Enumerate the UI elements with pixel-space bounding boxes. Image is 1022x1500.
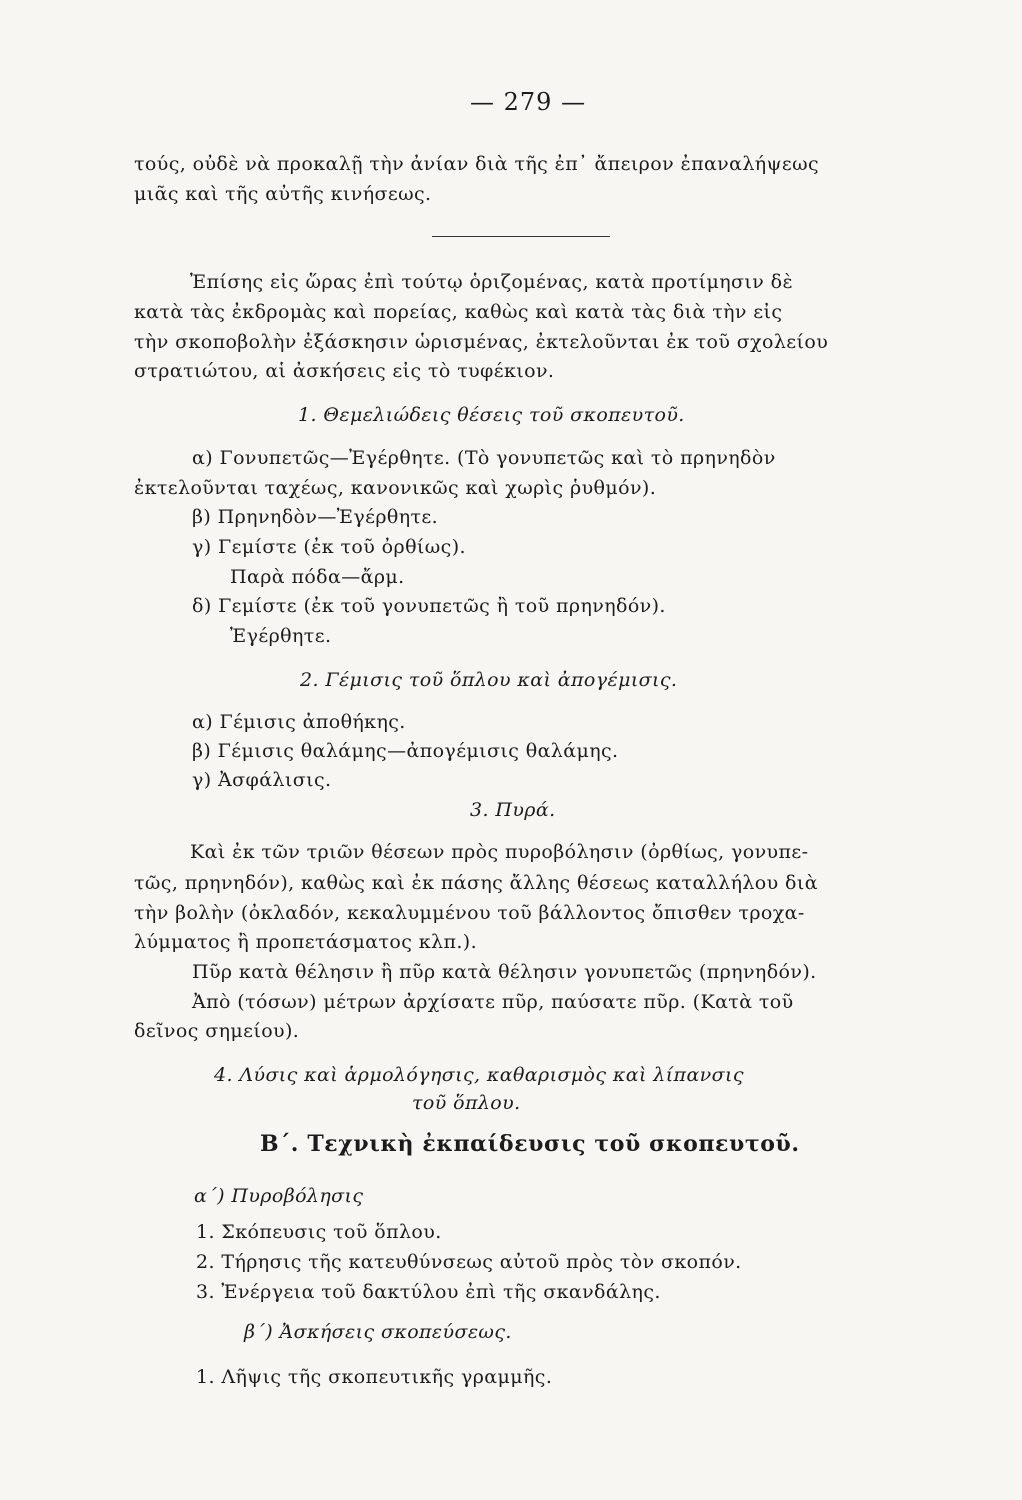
section-3-title: 3. Πυρά.	[470, 799, 556, 821]
s3-line-5: Πῦρ κατὰ θέλησιν ἢ πῦρ κατὰ θέλησιν γονυπετῶς (πρηνηδόν).	[192, 961, 817, 983]
paragraph-line-2: κατὰ τὰς ἐκδρομὰς καὶ πορείας, καθὼς καὶ κατὰ τὰς διὰ τὴν εἰς	[134, 301, 783, 323]
s3-line-7: δεῖνος σημείου).	[134, 1020, 300, 1042]
paragraph-line-3: τὴν σκοποβολὴν ἐξάσκησιν ὡρισμένας, ἐκτελοῦνται ἐκ τοῦ σχολείου	[134, 331, 829, 353]
page-number: — 279 —	[470, 88, 587, 116]
sub-a-item-3: 3. Ἐνέργεια τοῦ δακτύλου ἐπὶ τῆς σκανδάλης.	[196, 1281, 661, 1303]
intro-line-2: μιᾶς καὶ τῆς αὐτῆς κινήσεως.	[134, 183, 432, 205]
s3-line-6: Ἀπὸ (τόσων) μέτρων ἀρχίσατε πῦρ, παύσατε πῦρ. (Κατὰ τοῦ	[192, 991, 794, 1013]
sub-a-item-1: 1. Σκόπευσις τοῦ ὅπλου.	[196, 1221, 442, 1243]
section-2-title: 2. Γέμισις τοῦ ὅπλου καὶ ἀπογέμισις.	[300, 669, 678, 691]
intro-line-1: τούς, οὐδὲ νὰ προκαλῇ τὴν ἀνίαν διὰ τῆς ἐπ᾽ ἄπειρον ἐπαναλήψεως	[134, 153, 820, 175]
s1-item-a-line-2: ἐκτελοῦνται ταχέως, κανονικῶς καὶ χωρὶς ῥυθμόν).	[134, 477, 657, 499]
section-divider	[432, 236, 610, 237]
subsection-b-title: β΄) Ἀσκήσεις σκοπεύσεως.	[244, 1321, 512, 1343]
s1-item-g-line-2: Παρὰ πόδα—ἄρμ.	[230, 566, 405, 588]
s2-item-b: β) Γέμισις θαλάμης—ἀπογέμισις θαλάμης.	[192, 740, 619, 762]
s3-line-3: τὴν βολὴν (ὀκλαδόν, κεκαλυμμένου τοῦ βάλλοντος ὄπισθεν τροχα-	[134, 902, 805, 924]
section-1-title: 1. Θεμελιώδεις θέσεις τοῦ σκοπευτοῦ.	[298, 404, 685, 426]
s1-item-g: γ) Γεμίστε (ἐκ τοῦ ὀρθίως).	[192, 536, 466, 558]
s1-item-a-line-1: α) Γονυπετῶς—Ἐγέρθητε. (Τὸ γονυπετῶς καὶ τὸ πρηνηδὸν	[192, 447, 776, 469]
s1-item-d-line-2: Ἐγέρθητε.	[230, 625, 332, 647]
s3-line-1: Καὶ ἐκ τῶν τριῶν θέσεων πρὸς πυροβόλησιν (ὀρθίως, γονυπε-	[190, 841, 809, 863]
sub-b-item-1: 1. Λῆψις τῆς σκοπευτικῆς γραμμῆς.	[196, 1366, 553, 1388]
section-4-title: 4. Λύσις καὶ ἁρμολόγησις, καθαρισμὸς καὶ λίπανσις	[214, 1064, 744, 1086]
subsection-a-title: α΄) Πυροβόλησις	[194, 1185, 364, 1207]
s3-line-2: τῶς, πρηνηδόν), καθὼς καὶ ἐκ πάσης ἄλλης θέσεως καταλλήλου διὰ	[134, 872, 818, 894]
paragraph-line-1: Ἐπίσης εἰς ὥρας ἐπὶ τούτῳ ὁριζομένας, κατὰ προτίμησιν δὲ	[190, 271, 794, 293]
s2-item-a: α) Γέμισις ἀποθήκης.	[192, 711, 406, 733]
s3-line-4: λύμματος ἢ προπετάσματος κλπ.).	[134, 931, 478, 953]
section-b-heading: Β΄. Τεχνικὴ ἐκπαίδευσις τοῦ σκοπευτοῦ.	[260, 1131, 800, 1157]
s1-item-d: δ) Γεμίστε (ἐκ τοῦ γονυπετῶς ἢ τοῦ πρηνηδόν).	[192, 595, 666, 617]
paragraph-line-4: στρατιώτου, αἱ ἀσκήσεις εἰς τὸ τυφέκιον.	[134, 360, 555, 382]
s2-item-g: γ) Ἀσφάλισις.	[192, 769, 332, 791]
section-4-title-line-2: τοῦ ὅπλου.	[412, 1092, 521, 1114]
s1-item-b: β) Πρηνηδὸν—Ἐγέρθητε.	[192, 506, 439, 528]
sub-a-item-2: 2. Τήρησις τῆς κατευθύνσεως αὐτοῦ πρὸς τὸν σκοπόν.	[196, 1251, 742, 1273]
